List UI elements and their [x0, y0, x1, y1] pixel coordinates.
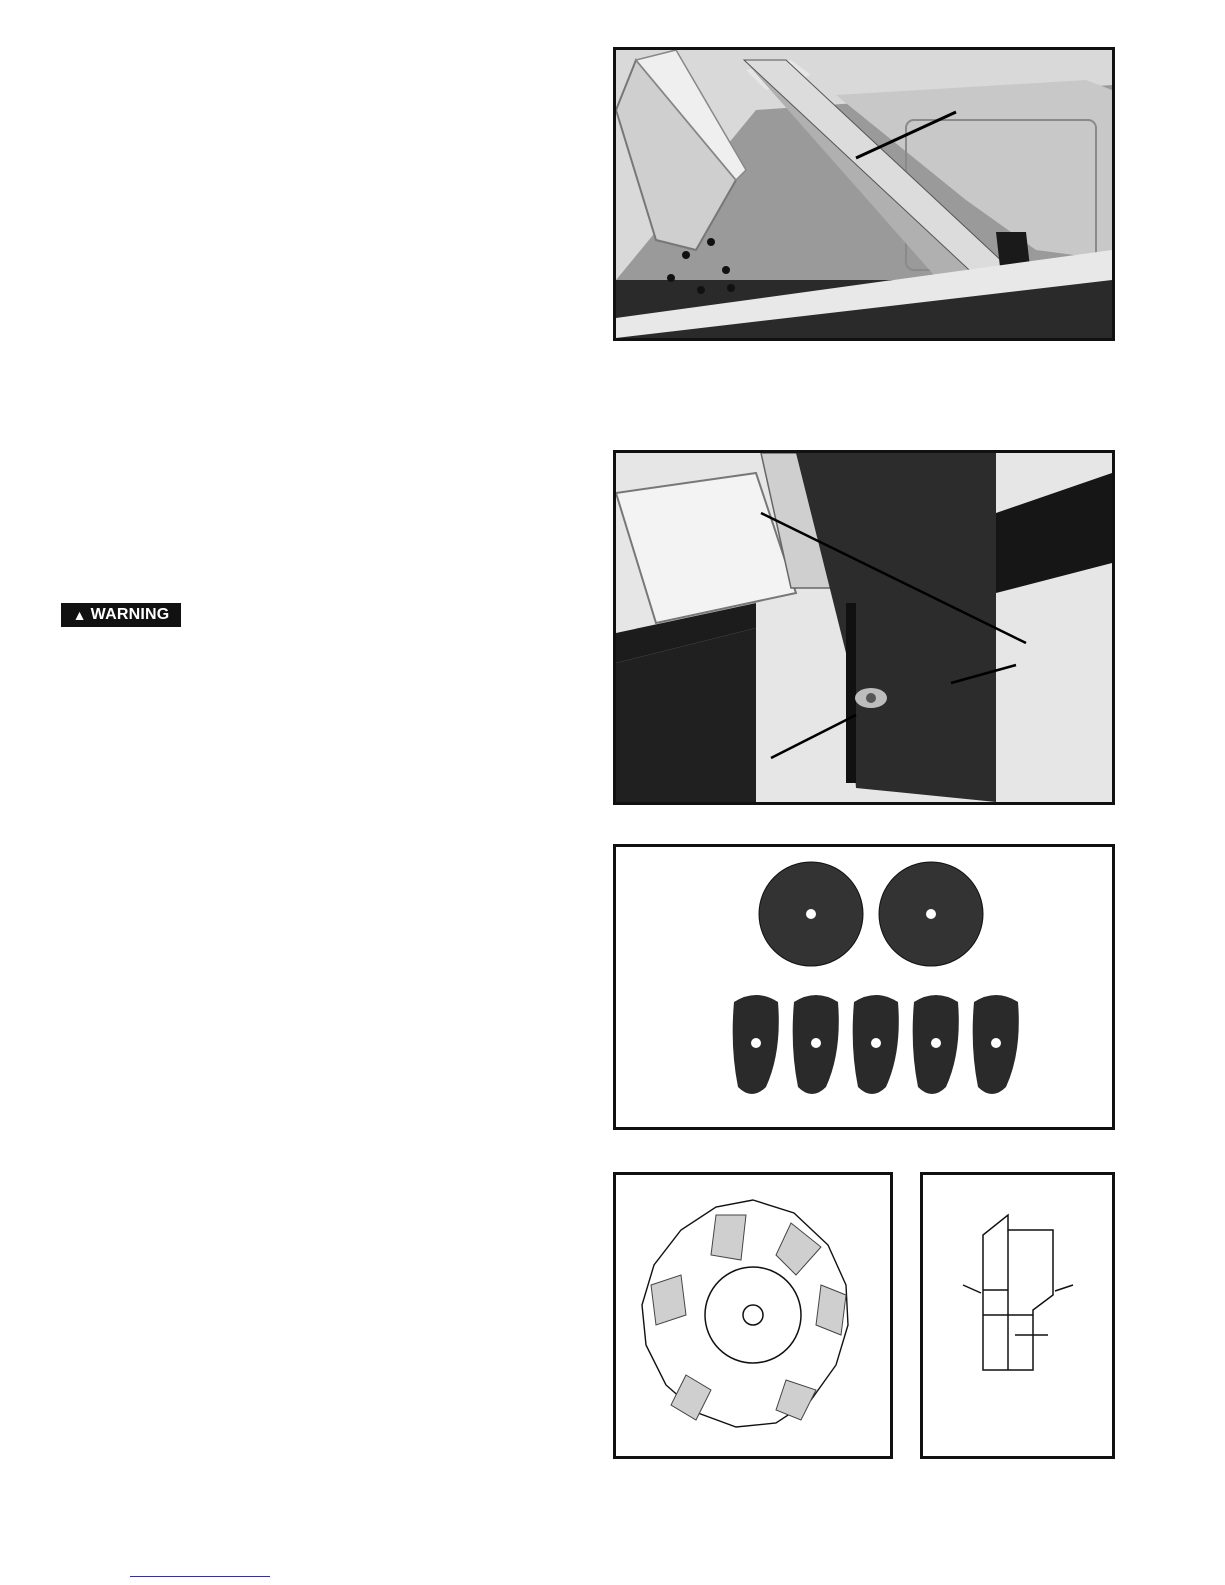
figure-auxiliary-fence — [613, 450, 1115, 805]
warning-label: WARNING — [90, 606, 170, 623]
dado-set-illustration — [616, 847, 1112, 1127]
figure-chipper-profile — [920, 1172, 1115, 1459]
chipper-profile-illustration — [923, 1175, 1112, 1456]
figure-chipper-arrangement — [613, 1172, 893, 1459]
auxiliary-fence-illustration — [616, 453, 1112, 802]
figure-dado-set — [613, 844, 1115, 1130]
warning-badge — [61, 603, 181, 627]
rip-fence-illustration — [616, 50, 1112, 338]
footer-link[interactable] — [130, 1576, 270, 1577]
figure-rip-fence — [613, 47, 1115, 341]
chipper-arrangement-illustration — [616, 1175, 890, 1456]
warning-triangle-icon: ▲ — [72, 607, 87, 623]
